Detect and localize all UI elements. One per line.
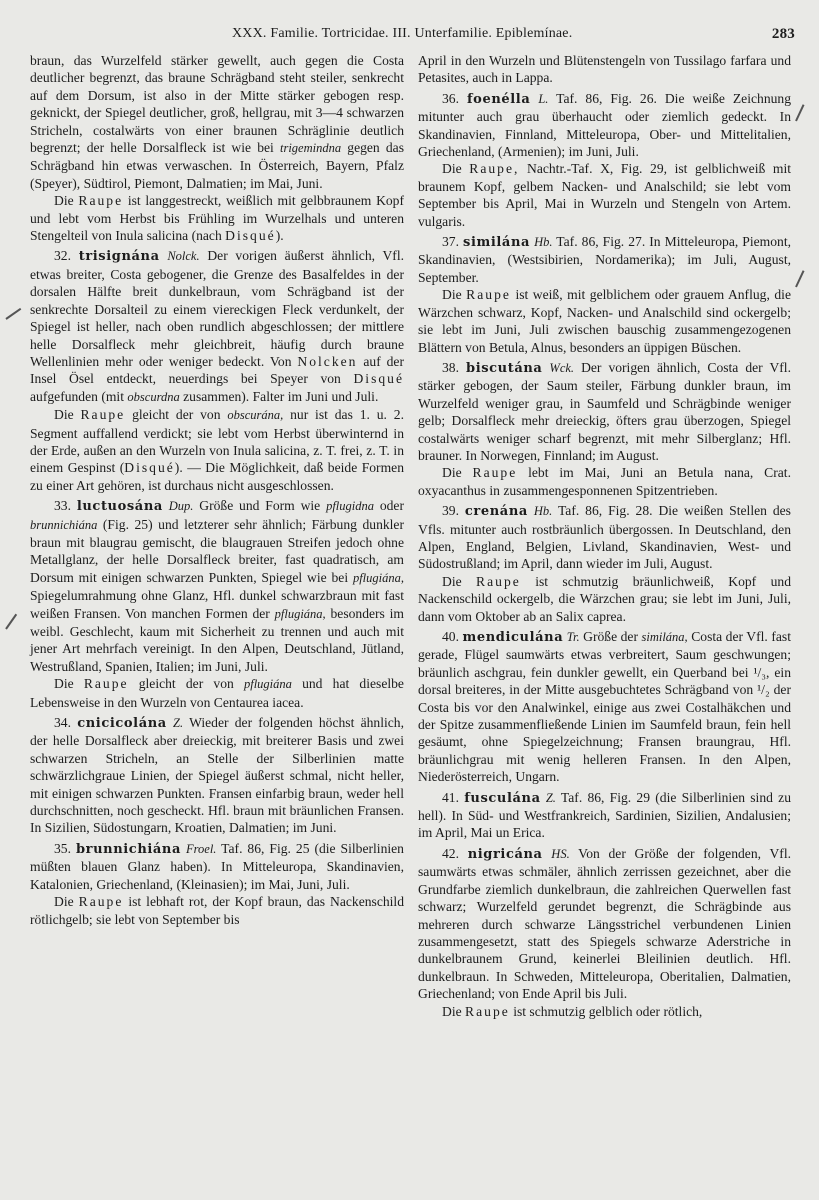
paragraph-raupe: Die Raupe ist weiß, mit gelblichem oder grauem Anflug, die Wärzchen schwarz, Kopf, Nacken- und Analschild sind ockergelb; sie lebt im Juni, Juli zwischen bauschig zusammengezogenen Blättern von Betula, Alnus, besonders an üppigen Büschen. — [418, 287, 791, 355]
species-name: biscutána — [466, 360, 543, 376]
margin-mark-37 — [795, 270, 804, 287]
species-name: crenána — [464, 504, 528, 520]
species-name: similána — [463, 235, 531, 251]
margin-mark-36 — [795, 104, 804, 121]
species-entry-33: 33. luctuosána Dup. Größe und Form wie pflugidna oder brunnichiána (Fig. 25) und letzterer sehr ähnlich; Färbung dunkler braun mit blaugrau gemischt, die blaugrauen Streifen jedoch ohne Metallglanz, der helle Dorsalfleck breiter, fast quadratisch, am Dorsum mit einigen schwarzen Punkten, Spiegel wie bei pflugiána, Spiegelumrahmung ohne Glanz, Hfl. dunkel schwarzbraun mit fast weißen Fransen. Von manchen Formen der pflugiána, besonders im weibl. Geschlecht, kaum mit Sicherheit zu trennen und auch mit jener Art mehrfach vereinigt. In den Alpen, Deutschland, Jütland, Westrußland, Spanien, Italien; im Juni, Juli. — [30, 498, 404, 674]
paragraph-raupe: Die Raupe lebt im Mai, Juni an Betula nana, Crat. oxyacanthus in zusammengesponnenen Spitzentrieben. — [418, 465, 791, 498]
species-name: fusculána — [464, 790, 541, 806]
species-name: mendiculána — [462, 630, 564, 645]
paragraph: April in den Wurzeln und Blütenstengeln von Tussilago farfara und Petasites, auch in Lappa. — [418, 53, 791, 86]
running-title: XXX. Familie. Tortricidae. III. Unterfamilie. Epiblemínae. — [232, 26, 573, 41]
paragraph-raupe: Die Raupe gleicht der von obscurána, nur ist das 1. u. 2. Segment auffallend verdickt; sie lebt vom Herbst überwinternd in der Erde, außen an den Wurzeln von Inula salicina, z. T. frei, z. T. in einem Gespinst (Disqué). — Die Möglichkeit, daß beide Formen zu einer Art gehören, ist durchaus nicht ausgeschlossen. — [30, 407, 404, 493]
species-name: foenélla — [466, 91, 531, 107]
species-name: cnicicolána — [77, 716, 167, 732]
species-name: luctuosána — [76, 499, 163, 515]
paragraph-raupe: Die Raupe ist langgestreckt, weißlich mit gelbbraunem Kopf und lebt vom Herbst bis Frühling im Wurzelhals und unteren Stengelteil von Inula salicina (nach Disqué). — [30, 193, 405, 244]
species-entry-32: 32. trisignána Nolck. Der vorigen äußerst ähnlich, Vfl. etwas breiter, Costa gebogener, die Grenze des Basalfeldes in der dorsalen Hälfte breit dunkelbraun, vom Schrägband ist der senkrechte Dorsalteil zu einem viereckigen Fleck verdunkelt, der Spiegel ist heller, nach oben rundlich abgeschlossen; der mittlere helle Dorsalfleck mehr gleichbreit, häufig durch braune Wellenlinien mehr oder weniger bedeckt. Von Nolcken auf der Insel Ösel entdeckt, neuerdings bei Speyer von Disqué aufgefunden (mit obscurdna zusammen). Falter im Juni und Juli. — [30, 248, 405, 404]
species-name: nigricána — [467, 846, 543, 862]
margin-mark-33 — [5, 614, 17, 630]
paragraph-raupe: Die Raupe, Nachtr.-Taf. X, Fig. 29, ist gelblichweiß mit braunem Kopf, gelbem Nacken- und Analschild; sie lebt vom September bis April, Mai in Wurzeln und Stengeln von Artem. vulgaris. — [418, 161, 791, 229]
species-name: trisignána — [78, 249, 160, 265]
species-entry-35: 35. brunnichiána Froel. Taf. 86, Fig. 25 (die Silberlinien müßten blauen Glanz haben). In Mitteleuropa, Skandinavien, Katalonien, Griechenland, (Kleinasien); im Mai, Juni, Juli. — [30, 840, 404, 892]
species-entry-38: 38. biscutána Wck. Der vorigen ähnlich, Costa der Vfl. stärker gebogen, der Saum steiler, Färbung dunkler braun, im Wurzelfeld weniger grau, in Saumfeld und Schrägbinde weniger gelb; Dorsalfleck mehr dreieckig, öfters grau überzogen, Spiegel costalwärts weniger scharf begrenzt, mit mehr Silberglanz; Hfl. brauner. In Norwegen, Finnland; im August. — [418, 359, 791, 463]
page-number: 283 — [771, 26, 795, 42]
paragraph-raupe: Die Raupe ist schmutzig gelblich oder rötlich, — [442, 1003, 703, 1019]
margin-mark-32 — [5, 308, 21, 320]
species-entry-37: 37. similána Hb. Taf. 86, Fig. 27. In Mitteleuropa, Piemont, Skandinavien, (Westsibirien, Nordamerika); im Juli, August, September. — [418, 234, 791, 285]
species-entry-36: 36. foenélla L. Taf. 86, Fig. 26. Die weiße Zeichnung mitunter auch grau überhaucht oder ziemlich gedeckt. In Skandinavien, Finnland, Mitteleuropa, Ober- und Mittelitalien, Griechenland, (Armenien); im Juni, Juli. — [418, 90, 792, 160]
page-header — [0, 26, 819, 48]
species-entry-42: 42. nigricána HS. Von der Größe der folgenden, Vfl. saumwärts etwas schmäler, ähnlich zerrissen gezeichnet, aber die Grundfarbe ziemlich dunkelbraun, die zahlreichen Querwellen fast schwarz; Wurzelfeld gerundet begrenzt, die Schrägbinde aus mehreren durch schwarze Längsstrichel verbundenen Linien zusammengesetzt, statt des Spiegels schwarze Aderstriche in dunkelbraunem Grund, keinerlei Bleilinien deutlich. Hfl. dunkelbraun. In Schweden, Mitteleuropa, Oberitalien, Dalmatien, Griechenland; von Ende April bis Juli. — [418, 845, 791, 1002]
species-entry-34: 34. cnicicolána Z. Wieder der folgenden höchst ähnlich, der helle Dorsalfleck aber dreieckig, mit breiterer Basis und zwei schwarzen Stricheln, an Stelle der Silberlinien matte schwärzlichgraue Linien, der Spiegel äußerst schmal, nicht heller, mit einigen schwarzen Punkten. Fransen einfarbig braun, weder hell durchschnitten, noch gescheckt. Hfl. braun mit bräunlichen Fransen. In Sizilien, Südostungarn, Kroatien, Dalmatien; im Juni. — [30, 715, 404, 836]
paragraph-raupe: Die Raupe ist schmutzig bräunlichweiß, Kopf und Nackenschild ockergelb, die Wärzchen grau; sie lebt im Juni, Juli, dann vom Oktober ab an Salix caprea. — [418, 573, 791, 624]
species-entry-41: 41. fusculána Z. Taf. 86, Fig. 29 (die Silberlinien sind zu hell). In Süd- und Westfrankreich, Sardinien, Sizilien, Andalusien; im April, Mai un Erica. — [418, 789, 791, 841]
paragraph: braun, das Wurzelfeld stärker gewellt, auch gegen die Costa deutlicher begrenzt, das braune Schrägband steht steiler, senkrecht auf dem Dorsum, ist also in der Mitte stärker gebogen resp. geknickt, der Spiegel deutlicher, groß, hellgrau, mit 3—4 schwarzen Stricheln, costalwärts von einer braunen Schräglinie deutlich begrenzt; der helle Dorsalfleck ist wie bei trigemindna gegen das Schrägband hin etwas verwaschen. In Österreich, Bayern, Pfalz (Speyer), Südtirol, Piemont, Dalmatien; im Mai, Juni. — [30, 53, 405, 191]
species-entry-39: 39. crenána Hb. Taf. 86, Fig. 28. Die weißen Stellen des Vfls. mitunter auch rostbräunlich übergossen. In Deutschland, den Alpen, England, Belgien, Livland, Skandinavien, West- und Südostrußland; im April, dann wieder im Juli, August. — [418, 503, 791, 572]
right-column — [418, 52, 791, 1020]
left-column — [30, 52, 404, 928]
species-name: brunnichiána — [75, 841, 182, 857]
paragraph-raupe: Die Raupe ist lebhaft rot, der Kopf braun, das Nackenschild rötlichgelb; sie lebt von September bis — [30, 894, 404, 927]
paragraph-raupe: Die Raupe gleicht der von pflugiána und hat dieselbe Lebensweise in den Wurzeln von Centaurea iacea. — [30, 676, 404, 710]
species-entry-40: 40. mendiculána Tr. Größe der similána, Costa der Vfl. fast gerade, Flügel saumwärts etwas verbreitert, Saum geschwungen; bräunlich aschgrau, fein dunkler gewellt, ein Querband bei ¹/₃, ein dorsal breiteres, in der Mitte ausgebuchtetes Schrägband von ¹/₂ der Costa bis vor den Analwinkel, einige aus zwei Costalhäkchen und der Spitze zusammenfließende Linien im Saumfeld braun, fein hell gesäumt, ohne Spiegelzeichnung; Fransen braungrau, Hfl. bräunlichgrau mit wenig helleren Fransen. In den Alpen, Niederösterreich, Ungarn. — [418, 629, 791, 785]
